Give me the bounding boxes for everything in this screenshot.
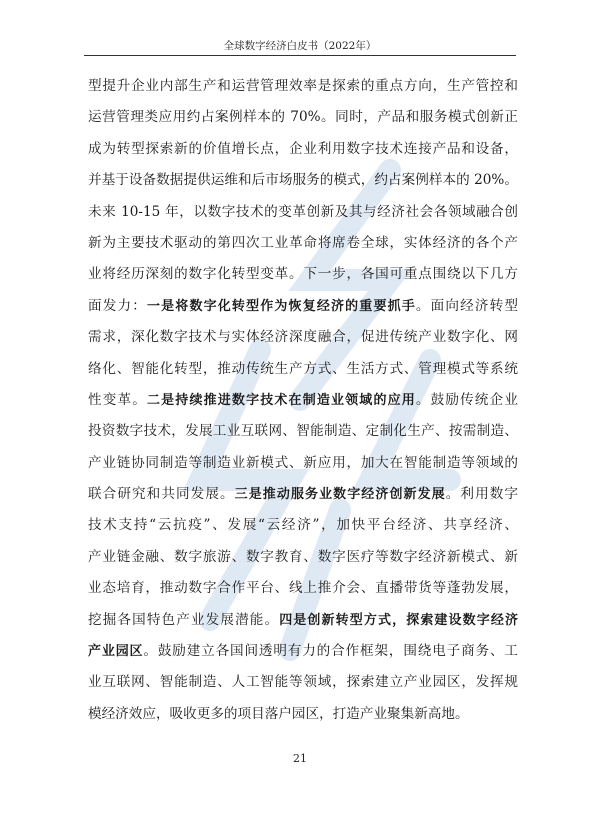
body-text: 联合研究和共同发展。 (88, 486, 235, 503)
body-text: 业互联网、智能制造、人工智能等领域，探索建立产业园区，发挥规 (88, 674, 518, 691)
body-text: 面发力： (88, 297, 147, 314)
text-line (88, 102, 518, 133)
body-text: 性变革。 (88, 391, 147, 408)
body-text: 技术支持“云抗疫”、发展“云经济”，加快平台经济、共享经济、 (88, 517, 518, 534)
body-text: 产业链金融、数字旅游、数字教育、数字医疗等数字经济新模式、新 (88, 548, 518, 565)
body-text: 投资数字技术，发展工业互联网、智能制造、定制化生产、按需制造、 (88, 423, 518, 440)
text-line (88, 71, 518, 102)
text-line (88, 573, 518, 604)
body-text: 。鼓励建立各国间透明有力的合作框架，围绕电子商务、工 (143, 643, 518, 660)
body-text: 新为主要技术驱动的第四次工业革命将席卷全球，实体经济的各个产 (88, 234, 518, 251)
emphasis-text: 四是创新转型方式，探索建设数字经济 (279, 612, 518, 628)
text-line (88, 259, 518, 290)
emphasis-text: 一是将数字化转型作为恢复经济的重要抓手 (147, 298, 416, 314)
body-text: 产业链协同制造等制造业新模式、新应用，加大在智能制造等领域的 (88, 454, 518, 471)
emphasis-text: 二是持续推进数字技术在制造业领域的应用 (147, 392, 416, 408)
text-line (88, 385, 518, 416)
text-line (88, 322, 518, 353)
emphasis-text: 三是推动服务业数字经济创新发展 (234, 487, 446, 503)
body-text: 。面向经济转型 (415, 297, 518, 314)
body-text: 挖掘各国特色产业发展潜能。 (88, 611, 280, 628)
body-text: 需求，深化数字技术与实体经济深度融合，促进传统产业数字化、网 (88, 329, 518, 346)
text-line (88, 165, 518, 196)
body-text: 。鼓励传统企业 (415, 391, 518, 408)
text-line (88, 510, 518, 541)
text-line (88, 636, 518, 667)
text-line (88, 134, 518, 165)
running-header: 全球数字经济白皮书（2022年） (223, 40, 377, 52)
text-line (88, 605, 518, 636)
text-line (88, 291, 518, 322)
text-line (88, 228, 518, 259)
body-text: 络化、智能化转型，推动传统生产方式、生活方式、管理模式等系统 (88, 360, 518, 377)
body-text: 业态培育，推动数字合作平台、线上推介会、直播带货等蓬勃发展， (88, 580, 518, 597)
text-line (88, 197, 518, 228)
text-line (88, 542, 518, 573)
body-text: 运营管理类应用约占案例样本的 70%。同时，产品和服务模式创新正 (88, 109, 518, 126)
header-rule (84, 55, 516, 56)
text-line (88, 448, 518, 479)
text-line (88, 354, 518, 385)
body-text: 未来 10-15 年，以数字技术的变革创新及其与经济社会各领域融合创 (88, 203, 518, 220)
body-text: 模经济效应，吸收更多的项目落户园区，打造产业聚集新高地。 (88, 705, 469, 722)
body-paragraph (88, 71, 518, 730)
body-text: 成为转型探索新的价值增长点，企业利用数字技术连接产品和设备， (88, 140, 518, 157)
text-line (88, 416, 518, 447)
body-text: 。利用数字 (445, 486, 518, 503)
page-number: 21 (293, 752, 307, 765)
body-text: 型提升企业内部生产和运营管理效率是探索的重点方向，生产管控和 (88, 78, 518, 94)
emphasis-text: 产业园区 (88, 644, 144, 660)
text-line (88, 667, 518, 698)
text-line (88, 479, 518, 510)
body-text: 并基于设备数据提供运维和后市场服务的模式，约占案例样本的 20%。 (88, 172, 518, 189)
body-text: 业将经历深刻的数字化转型变革。下一步，各国可重点围绕以下几方 (88, 266, 518, 283)
text-line (88, 699, 518, 730)
